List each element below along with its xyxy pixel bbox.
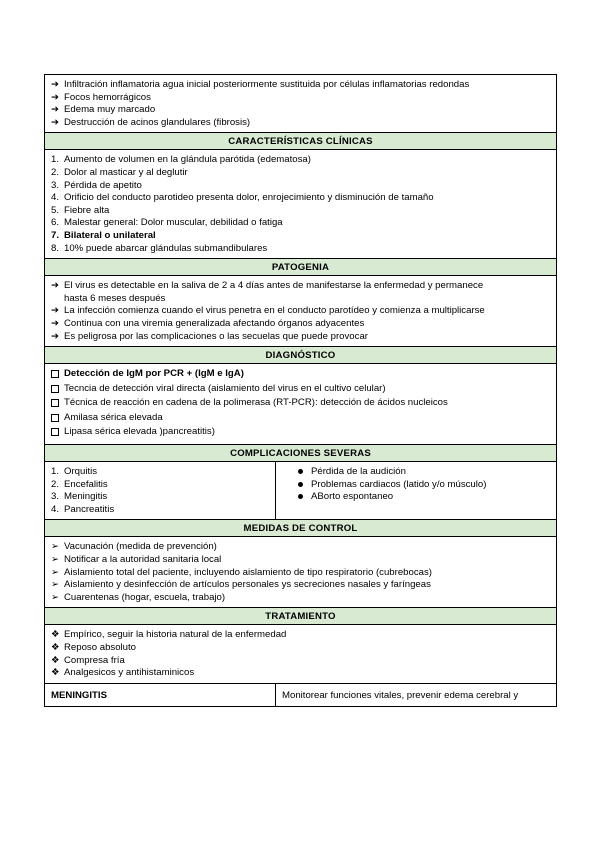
list-item: 2. Encefalitis (51, 478, 108, 490)
list-item: 3. Pérdida de apetito (51, 179, 142, 191)
list-item: Problemas cardiacos (latido y/o músculo) (298, 479, 550, 492)
list-item: ➔ Es peligrosa por las complicaciones o las secuelas que puede provocar (51, 330, 368, 342)
list-item: 8. 10% puede abarcar glándulas submandibulares (51, 242, 268, 254)
list-item: ❖ Analgesicos y antihistaminicos (51, 667, 195, 679)
list-item: ➔ Focos hemorrágicos (51, 91, 151, 103)
section-header-pathogenesis: PATOGENIA (45, 259, 556, 276)
section-header-control: MEDIDAS DE CONTROL (45, 520, 556, 537)
section-treatment (45, 608, 556, 683)
checkbox-icon (51, 385, 59, 393)
list-item: 1. Orquitis (51, 466, 98, 478)
list-item: 4. Orificio del conducto parotideo presenta dolor, enrojecimiento y disminución de tamaño (51, 192, 434, 204)
list-item: Tecncia de detección viral directa (aislamiento del virus en el cultivo celular) (51, 383, 550, 398)
section-header-treatment: TRATAMIENTO (45, 608, 556, 625)
section-pathogenesis (45, 259, 556, 347)
list-item: ➢ Aislamiento total del paciente, incluyendo aislamiento de tipo respiratorio (cubrebocas) (51, 566, 432, 578)
section-diagnosis (45, 347, 556, 445)
list-item: ➔ Destrucción de acinos glandulares (fibrosis) (51, 116, 251, 128)
section-header-diagnosis: DIAGNÓSTICO (45, 347, 556, 364)
list-item: ❖ Empírico, seguir la historia natural de la enfermedad (51, 629, 287, 641)
list-item: 6. Malestar general: Dolor muscular, debilidad o fatiga (51, 217, 283, 229)
list-item: ➢ Notificar a la autoridad sanitaria local (51, 554, 222, 566)
list-item-continuation: hasta 6 meses después (64, 292, 166, 304)
list-item: ➔ La infección comienza cuando el virus penetra en el conducto parotídeo y comienza a multiplicarse (51, 305, 485, 317)
complications-left-column (45, 462, 276, 519)
meningitis-label: MENINGITIS (45, 684, 276, 706)
complications-right-column (276, 462, 556, 519)
list-item: ➢ Aislamiento y desinfección de artículos personales ys secreciones nasales y faríngeas (51, 579, 431, 591)
list-item: Lipasa sérica elevada )pancreatitis) (51, 426, 550, 441)
list-item: 5. Fiebre alta (51, 204, 110, 216)
section-header-clinical: CARACTERÍSTICAS CLÍNICAS (45, 133, 556, 150)
checkbox-icon (51, 428, 59, 436)
list-item: ➔ Continua con una viremia generalizada afectando órganos adyacentes (51, 317, 365, 329)
section-complications (45, 445, 556, 520)
list-item: ➢ Vacunación (medida de prevención) (51, 541, 217, 553)
list-item: Amilasa sérica elevada (51, 412, 550, 427)
document-table (44, 74, 557, 707)
list-item: ➔ El virus es detectable en la saliva de 2 a 4 días antes de manifestarse la enfermedad y permanece (51, 280, 484, 292)
meningitis-text: Monitorear funciones vitales, prevenir edema cerebral y (282, 689, 519, 701)
list-item: ➢ Cuarentenas (hogar, escuela, trabajo) (51, 591, 226, 603)
bullet-icon (298, 494, 303, 499)
bullet-icon (298, 469, 303, 474)
bullet-icon (298, 482, 303, 487)
list-item: ABorto espontaneo (298, 491, 550, 504)
list-item: Técnica de reacción en cadena de la polimerasa (RT-PCR): detección de ácidos nucleicos (51, 397, 550, 412)
checkbox-icon (51, 399, 59, 407)
list-item: Detección de IgM por PCR + (IgM e IgA) (51, 368, 550, 383)
list-item: 1. Aumento de volumen en la glándula parótida (edematosa) (51, 154, 311, 166)
section-histopathology (45, 75, 556, 133)
list-item: 7. Bilateral o unilateral (51, 229, 156, 241)
list-item: ❖ Reposo absoluto (51, 642, 137, 653)
list-item: ➔ Infiltración inflamatoria agua inicial posteriormente sustituida por células inflamatorias redondas (51, 79, 470, 90)
list-item: Pérdida de la audición (298, 466, 550, 479)
section-clinical (45, 133, 556, 259)
checkbox-icon (51, 370, 59, 378)
list-item: ➔ Edema muy marcado (51, 104, 156, 116)
section-control (45, 520, 556, 608)
list-item: 2. Dolor al masticar y al deglutir (51, 166, 188, 178)
checkbox-icon (51, 414, 59, 422)
list-item: 3. Meningitis (51, 491, 108, 503)
section-meningitis (45, 684, 556, 706)
section-header-complications: COMPLICACIONES SEVERAS (45, 445, 556, 462)
list-item: 4. Pancreatitis (51, 503, 115, 515)
list-item: ❖ Compresa fría (51, 654, 125, 666)
